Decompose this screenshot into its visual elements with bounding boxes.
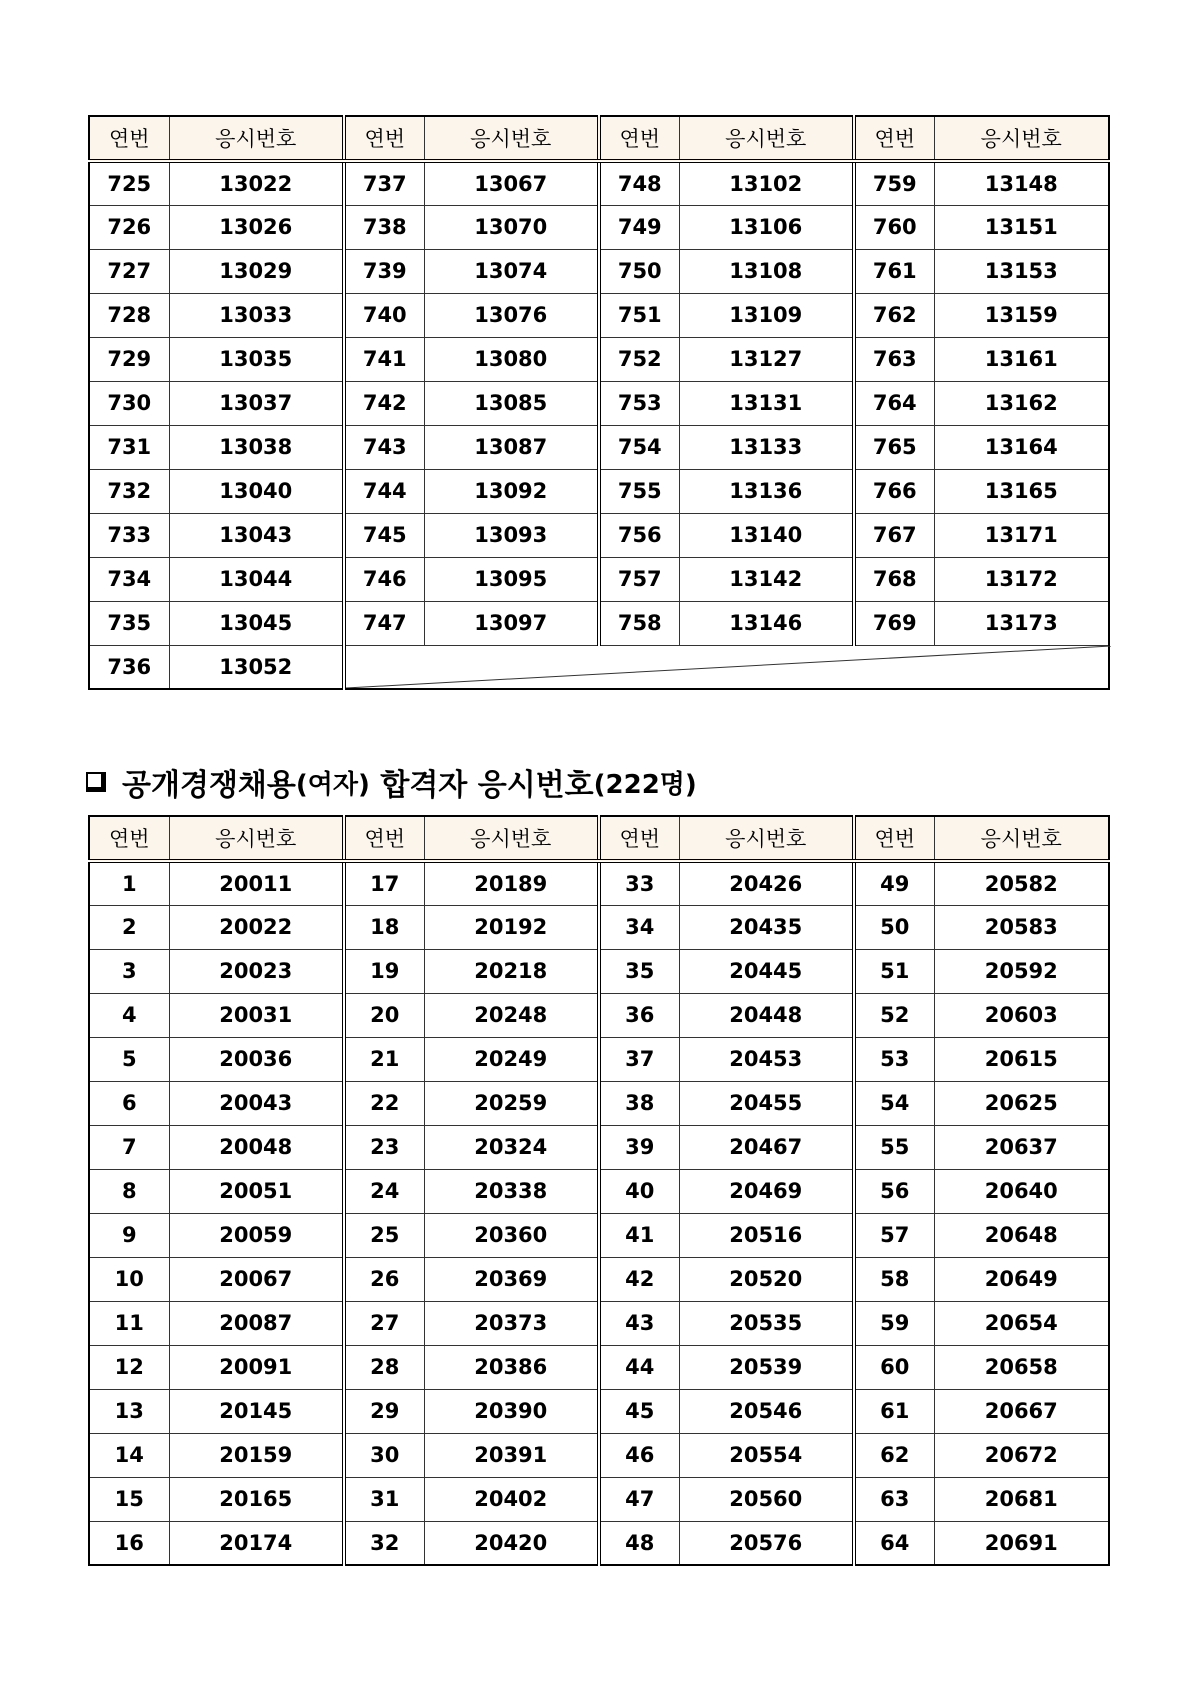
title-paren: (여자)	[295, 769, 370, 800]
section-title	[86, 760, 697, 804]
serial-number-cell: 35	[599, 949, 679, 993]
exam-number-cell: 20159	[169, 1433, 344, 1477]
exam-number-cell: 20189	[424, 861, 599, 905]
table-row	[89, 513, 1109, 557]
serial-number-cell: 25	[344, 1213, 424, 1257]
table-row	[89, 993, 1109, 1037]
exam-number-cell: 20576	[679, 1521, 854, 1565]
serial-number-cell: 30	[344, 1433, 424, 1477]
serial-number-cell: 732	[89, 469, 169, 513]
serial-number-cell: 32	[344, 1521, 424, 1565]
serial-number-cell: 758	[599, 601, 679, 645]
serial-number-cell: 1	[89, 861, 169, 905]
exam-number-cell: 13140	[679, 513, 854, 557]
serial-number-cell: 19	[344, 949, 424, 993]
exam-number-cell: 13033	[169, 293, 344, 337]
table-row	[89, 1521, 1109, 1565]
exam-number-cell: 20087	[169, 1301, 344, 1345]
exam-number-cell: 13109	[679, 293, 854, 337]
exam-number-cell: 20560	[679, 1477, 854, 1521]
table-row	[89, 949, 1109, 993]
serial-number-cell: 738	[344, 205, 424, 249]
serial-number-cell: 762	[854, 293, 934, 337]
exam-number-cell: 13133	[679, 425, 854, 469]
serial-number-cell: 9	[89, 1213, 169, 1257]
serial-number-cell: 55	[854, 1125, 934, 1169]
exam-number-cell: 13040	[169, 469, 344, 513]
header-num: 연번	[344, 116, 424, 161]
serial-number-cell: 28	[344, 1345, 424, 1389]
serial-number-cell: 744	[344, 469, 424, 513]
serial-number-cell: 21	[344, 1037, 424, 1081]
serial-number-cell: 761	[854, 249, 934, 293]
serial-number-cell: 48	[599, 1521, 679, 1565]
exam-number-cell: 20360	[424, 1213, 599, 1257]
serial-number-cell: 56	[854, 1169, 934, 1213]
exam-number-cell: 13106	[679, 205, 854, 249]
exam-number-cell: 20445	[679, 949, 854, 993]
serial-number-cell: 24	[344, 1169, 424, 1213]
table-row	[89, 1169, 1109, 1213]
serial-number-cell: 745	[344, 513, 424, 557]
header-id: 응시번호	[934, 816, 1109, 861]
serial-number-cell: 50	[854, 905, 934, 949]
serial-number-cell: 47	[599, 1477, 679, 1521]
serial-number-cell: 766	[854, 469, 934, 513]
serial-number-cell: 763	[854, 337, 934, 381]
table-row	[89, 1301, 1109, 1345]
serial-number-cell: 41	[599, 1213, 679, 1257]
exam-number-cell: 20648	[934, 1213, 1109, 1257]
table-row	[89, 249, 1109, 293]
serial-number-cell: 757	[599, 557, 679, 601]
serial-number-cell: 27	[344, 1301, 424, 1345]
exam-number-cell: 20324	[424, 1125, 599, 1169]
serial-number-cell: 45	[599, 1389, 679, 1433]
table-row	[89, 1389, 1109, 1433]
exam-number-cell: 20048	[169, 1125, 344, 1169]
empty-cell	[344, 645, 1109, 689]
exam-number-cell: 20592	[934, 949, 1109, 993]
serial-number-cell: 752	[599, 337, 679, 381]
exam-number-cell: 20658	[934, 1345, 1109, 1389]
exam-number-cell: 20672	[934, 1433, 1109, 1477]
exam-number-cell: 20603	[934, 993, 1109, 1037]
exam-number-cell: 20248	[424, 993, 599, 1037]
exam-number-cell: 20145	[169, 1389, 344, 1433]
exam-number-cell: 20654	[934, 1301, 1109, 1345]
table-row	[89, 1081, 1109, 1125]
exam-number-cell: 20043	[169, 1081, 344, 1125]
table-row	[89, 293, 1109, 337]
exam-number-cell: 20667	[934, 1389, 1109, 1433]
serial-number-cell: 726	[89, 205, 169, 249]
serial-number-cell: 749	[599, 205, 679, 249]
header-id: 응시번호	[934, 116, 1109, 161]
serial-number-cell: 16	[89, 1521, 169, 1565]
exam-number-cell: 20218	[424, 949, 599, 993]
serial-number-cell: 37	[599, 1037, 679, 1081]
exam-number-cell: 20174	[169, 1521, 344, 1565]
serial-number-cell: 765	[854, 425, 934, 469]
serial-number-cell: 20	[344, 993, 424, 1037]
exam-number-cell: 20059	[169, 1213, 344, 1257]
serial-number-cell: 733	[89, 513, 169, 557]
serial-number-cell: 769	[854, 601, 934, 645]
serial-number-cell: 8	[89, 1169, 169, 1213]
serial-number-cell: 46	[599, 1433, 679, 1477]
exam-number-cell: 13146	[679, 601, 854, 645]
serial-number-cell: 14	[89, 1433, 169, 1477]
serial-number-cell: 64	[854, 1521, 934, 1565]
serial-number-cell: 60	[854, 1345, 934, 1389]
exam-number-cell: 13076	[424, 293, 599, 337]
exam-number-cell: 13070	[424, 205, 599, 249]
serial-number-cell: 754	[599, 425, 679, 469]
serial-number-cell: 63	[854, 1477, 934, 1521]
header-num: 연번	[854, 816, 934, 861]
exam-number-cell: 13171	[934, 513, 1109, 557]
serial-number-cell: 31	[344, 1477, 424, 1521]
serial-number-cell: 742	[344, 381, 424, 425]
exam-number-cell: 20469	[679, 1169, 854, 1213]
exam-number-cell: 13038	[169, 425, 344, 469]
serial-number-cell: 4	[89, 993, 169, 1037]
exam-number-cell: 20386	[424, 1345, 599, 1389]
exam-number-cell: 13087	[424, 425, 599, 469]
exam-number-cell: 20259	[424, 1081, 599, 1125]
table-row	[89, 161, 1109, 205]
exam-number-cell: 20036	[169, 1037, 344, 1081]
serial-number-cell: 753	[599, 381, 679, 425]
exam-number-cell: 20369	[424, 1257, 599, 1301]
header-num: 연번	[599, 816, 679, 861]
header-num: 연번	[89, 816, 169, 861]
exam-number-cell: 13164	[934, 425, 1109, 469]
serial-number-cell: 731	[89, 425, 169, 469]
exam-number-cell: 13097	[424, 601, 599, 645]
header-id: 응시번호	[679, 116, 854, 161]
exam-number-cell: 13131	[679, 381, 854, 425]
exam-number-cell: 20649	[934, 1257, 1109, 1301]
table-row	[89, 381, 1109, 425]
exam-number-cell: 20583	[934, 905, 1109, 949]
title-count: (222명)	[593, 769, 697, 800]
table-row	[89, 1433, 1109, 1477]
exam-number-cell: 13172	[934, 557, 1109, 601]
serial-number-cell: 2	[89, 905, 169, 949]
table-row	[89, 1125, 1109, 1169]
serial-number-cell: 729	[89, 337, 169, 381]
header-num: 연번	[89, 116, 169, 161]
exam-number-cell: 13092	[424, 469, 599, 513]
exam-number-cell: 20022	[169, 905, 344, 949]
exam-number-cell: 20516	[679, 1213, 854, 1257]
serial-number-cell: 746	[344, 557, 424, 601]
exam-number-cell: 20467	[679, 1125, 854, 1169]
title-rest: 합격자 응시번호	[369, 768, 594, 803]
exam-number-cell: 13052	[169, 645, 344, 689]
exam-number-cell: 20390	[424, 1389, 599, 1433]
exam-number-cell: 20539	[679, 1345, 854, 1389]
header-num: 연번	[854, 116, 934, 161]
exam-number-cell: 20637	[934, 1125, 1109, 1169]
exam-number-cell: 20546	[679, 1389, 854, 1433]
header-id: 응시번호	[679, 816, 854, 861]
exam-number-cell: 20625	[934, 1081, 1109, 1125]
exam-number-cell: 13067	[424, 161, 599, 205]
serial-number-cell: 54	[854, 1081, 934, 1125]
serial-number-cell: 43	[599, 1301, 679, 1345]
serial-number-cell: 40	[599, 1169, 679, 1213]
exam-number-cell: 20192	[424, 905, 599, 949]
serial-number-cell: 741	[344, 337, 424, 381]
serial-number-cell: 735	[89, 601, 169, 645]
serial-number-cell: 29	[344, 1389, 424, 1433]
header-id: 응시번호	[424, 116, 599, 161]
serial-number-cell: 61	[854, 1389, 934, 1433]
serial-number-cell: 36	[599, 993, 679, 1037]
serial-number-cell: 18	[344, 905, 424, 949]
serial-number-cell: 736	[89, 645, 169, 689]
exam-number-cell: 13035	[169, 337, 344, 381]
header-id: 응시번호	[169, 816, 344, 861]
serial-number-cell: 23	[344, 1125, 424, 1169]
exam-number-cell: 13173	[934, 601, 1109, 645]
exam-number-cell: 20435	[679, 905, 854, 949]
serial-number-cell: 6	[89, 1081, 169, 1125]
serial-number-cell: 764	[854, 381, 934, 425]
exam-number-cell: 20453	[679, 1037, 854, 1081]
table-header-row	[89, 816, 1109, 861]
diagonal-line	[346, 646, 1111, 688]
serial-number-cell: 49	[854, 861, 934, 905]
table-row	[89, 861, 1109, 905]
serial-number-cell: 739	[344, 249, 424, 293]
header-num: 연번	[599, 116, 679, 161]
serial-number-cell: 759	[854, 161, 934, 205]
table-row	[89, 425, 1109, 469]
serial-number-cell: 743	[344, 425, 424, 469]
serial-number-cell: 12	[89, 1345, 169, 1389]
serial-number-cell: 57	[854, 1213, 934, 1257]
exam-number-cell: 20402	[424, 1477, 599, 1521]
exam-number-cell: 20455	[679, 1081, 854, 1125]
serial-number-cell: 751	[599, 293, 679, 337]
serial-number-cell: 11	[89, 1301, 169, 1345]
serial-number-cell: 33	[599, 861, 679, 905]
exam-number-cell: 13093	[424, 513, 599, 557]
serial-number-cell: 58	[854, 1257, 934, 1301]
exam-number-cell: 13153	[934, 249, 1109, 293]
checkbox-bullet-icon	[86, 772, 106, 792]
exam-number-cell: 20554	[679, 1433, 854, 1477]
exam-number-cell: 20691	[934, 1521, 1109, 1565]
exam-number-cell: 20448	[679, 993, 854, 1037]
table-row	[89, 1477, 1109, 1521]
serial-number-cell: 13	[89, 1389, 169, 1433]
exam-number-cell: 13095	[424, 557, 599, 601]
table-row	[89, 557, 1109, 601]
exam-number-cell: 20091	[169, 1345, 344, 1389]
exam-number-cell: 13043	[169, 513, 344, 557]
exam-number-cell: 20031	[169, 993, 344, 1037]
applicant-table-1	[88, 115, 1110, 690]
exam-number-cell: 13029	[169, 249, 344, 293]
table-row	[89, 469, 1109, 513]
table-row	[89, 337, 1109, 381]
exam-number-cell: 13045	[169, 601, 344, 645]
exam-number-cell: 13165	[934, 469, 1109, 513]
table-row	[89, 905, 1109, 949]
applicant-table-2	[88, 815, 1110, 1566]
exam-number-cell: 20023	[169, 949, 344, 993]
table-row	[89, 601, 1109, 645]
exam-number-cell: 20615	[934, 1037, 1109, 1081]
serial-number-cell: 3	[89, 949, 169, 993]
serial-number-cell: 750	[599, 249, 679, 293]
serial-number-cell: 17	[344, 861, 424, 905]
exam-number-cell: 13148	[934, 161, 1109, 205]
header-num: 연번	[344, 816, 424, 861]
exam-number-cell: 20338	[424, 1169, 599, 1213]
serial-number-cell: 52	[854, 993, 934, 1037]
serial-number-cell: 22	[344, 1081, 424, 1125]
serial-number-cell: 755	[599, 469, 679, 513]
exam-number-cell: 20165	[169, 1477, 344, 1521]
exam-number-cell: 20520	[679, 1257, 854, 1301]
serial-number-cell: 740	[344, 293, 424, 337]
exam-number-cell: 13026	[169, 205, 344, 249]
serial-number-cell: 7	[89, 1125, 169, 1169]
exam-number-cell: 13161	[934, 337, 1109, 381]
serial-number-cell: 734	[89, 557, 169, 601]
exam-number-cell: 13037	[169, 381, 344, 425]
serial-number-cell: 747	[344, 601, 424, 645]
serial-number-cell: 15	[89, 1477, 169, 1521]
exam-number-cell: 20067	[169, 1257, 344, 1301]
serial-number-cell: 51	[854, 949, 934, 993]
title-main: 공개경쟁채용	[122, 768, 296, 803]
exam-number-cell: 13085	[424, 381, 599, 425]
exam-number-cell: 13127	[679, 337, 854, 381]
exam-number-cell: 13142	[679, 557, 854, 601]
table-header-row	[89, 116, 1109, 161]
exam-number-cell: 13022	[169, 161, 344, 205]
exam-number-cell: 13136	[679, 469, 854, 513]
exam-number-cell: 20535	[679, 1301, 854, 1345]
serial-number-cell: 725	[89, 161, 169, 205]
serial-number-cell: 10	[89, 1257, 169, 1301]
exam-number-cell: 13162	[934, 381, 1109, 425]
serial-number-cell: 730	[89, 381, 169, 425]
exam-number-cell: 13159	[934, 293, 1109, 337]
serial-number-cell: 728	[89, 293, 169, 337]
serial-number-cell: 53	[854, 1037, 934, 1081]
exam-number-cell: 20426	[679, 861, 854, 905]
header-id: 응시번호	[424, 816, 599, 861]
exam-number-cell: 13080	[424, 337, 599, 381]
header-id: 응시번호	[169, 116, 344, 161]
serial-number-cell: 39	[599, 1125, 679, 1169]
exam-number-cell: 13074	[424, 249, 599, 293]
exam-number-cell: 13102	[679, 161, 854, 205]
exam-number-cell: 13108	[679, 249, 854, 293]
exam-number-cell: 20681	[934, 1477, 1109, 1521]
table-row	[89, 1037, 1109, 1081]
exam-number-cell: 20391	[424, 1433, 599, 1477]
serial-number-cell: 44	[599, 1345, 679, 1389]
serial-number-cell: 34	[599, 905, 679, 949]
exam-number-cell: 20582	[934, 861, 1109, 905]
exam-number-cell: 20640	[934, 1169, 1109, 1213]
exam-number-cell: 13044	[169, 557, 344, 601]
serial-number-cell: 737	[344, 161, 424, 205]
serial-number-cell: 38	[599, 1081, 679, 1125]
serial-number-cell: 59	[854, 1301, 934, 1345]
exam-number-cell: 20373	[424, 1301, 599, 1345]
serial-number-cell: 756	[599, 513, 679, 557]
exam-number-cell: 20011	[169, 861, 344, 905]
exam-number-cell: 13151	[934, 205, 1109, 249]
exam-number-cell: 20051	[169, 1169, 344, 1213]
serial-number-cell: 768	[854, 557, 934, 601]
table-row	[89, 1345, 1109, 1389]
serial-number-cell: 5	[89, 1037, 169, 1081]
serial-number-cell: 727	[89, 249, 169, 293]
serial-number-cell: 767	[854, 513, 934, 557]
serial-number-cell: 760	[854, 205, 934, 249]
table-row	[89, 1213, 1109, 1257]
serial-number-cell: 62	[854, 1433, 934, 1477]
table-row	[89, 205, 1109, 249]
exam-number-cell: 20249	[424, 1037, 599, 1081]
serial-number-cell: 748	[599, 161, 679, 205]
table-row	[89, 1257, 1109, 1301]
table-row	[89, 645, 1109, 689]
exam-number-cell: 20420	[424, 1521, 599, 1565]
serial-number-cell: 26	[344, 1257, 424, 1301]
serial-number-cell: 42	[599, 1257, 679, 1301]
